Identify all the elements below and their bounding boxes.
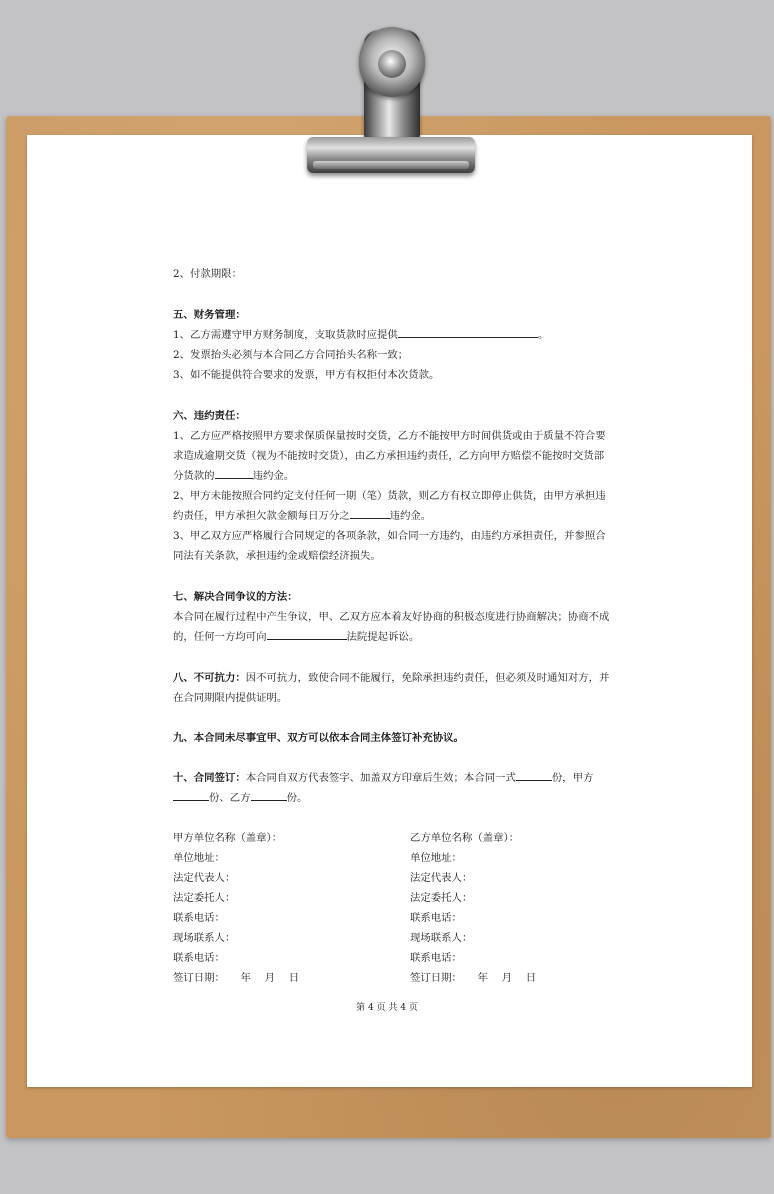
party-a-name: 甲方单位名称（盖章）： (173, 832, 283, 844)
s5-1-text: 1、乙方需遵守甲方财务制度，支取货款时应提供 (173, 329, 398, 341)
s6-1c-end: 违约金。 (252, 470, 295, 482)
blank-field (350, 507, 390, 519)
section-7-title: 七、解决合同争议的方法： (173, 591, 298, 603)
s6-2b-text: 约责任，甲方承担欠款金额每日万分之 (173, 510, 350, 522)
section-6-item-1c (173, 467, 294, 482)
s10-a-end: 份，甲方 (551, 772, 594, 784)
s6-1c-text: 分货款的 (173, 470, 215, 482)
section-6-item-1b: 求造成逾期交货（视为不能按时交货），由乙方承担违约责任，乙方向甲方赔偿不能按时交货部 (173, 450, 605, 462)
blank-field (267, 628, 347, 640)
blank-field (251, 789, 287, 801)
section-10-title: 十、合同签订： (173, 772, 246, 784)
party-a-phone: 联系电话： (173, 912, 225, 924)
s7-b-end: 法院提起诉讼。 (346, 631, 420, 643)
party-b-legal-rep: 法定代表人： (410, 872, 473, 884)
s10-a-text: 本合同自双方代表签字、加盖双方印章后生效；本合同一式 (245, 772, 516, 784)
party-b-site-contact: 现场联系人： (410, 932, 473, 944)
section-7-line-b (173, 628, 419, 643)
page-number: 第 4 页 共 4 页 (356, 1003, 418, 1013)
blank-field (173, 789, 209, 801)
party-a-legal-rep: 法定代表人： (173, 872, 236, 884)
s6-2b-end: 违约金。 (389, 510, 432, 522)
s7-b-text: 的，任何一方均可向 (173, 631, 267, 643)
party-b-phone-2: 联系电话： (410, 952, 462, 964)
section-5-title: 五、财务管理： (173, 309, 246, 321)
section-6-item-3a: 3、甲乙双方应严格履行合同规定的各项条款，如合同一方违约，由违约方承担责任，并参照合 (173, 530, 606, 542)
section-8-line-a (173, 669, 609, 684)
section-5-item-2: 2、发票抬头必须与本合同乙方合同抬头名称一致； (173, 349, 409, 361)
party-a-address: 单位地址： (173, 852, 225, 864)
payment-term-line: 2、付款期限： (173, 268, 242, 280)
s10-b-mid: 份、乙方 (209, 792, 251, 804)
party-b-phone: 联系电话： (410, 912, 462, 924)
party-b-agent: 法定委托人： (410, 892, 473, 904)
section-10-line-b (173, 789, 307, 804)
section-9: 九、本合同未尽事宜甲、双方可以依本合同主体签订补充协议。 (173, 732, 464, 744)
section-5-item-1 (173, 326, 548, 341)
blank-field (516, 769, 552, 781)
s8-a-text: 因不可抗力，致使合同不能履行，免除承担违约责任，但必须及时通知对方，并 (245, 672, 610, 684)
party-a-phone-2: 联系电话： (173, 952, 225, 964)
section-6-item-1a: 1、乙方应严格按照甲方要求保质保量按时交货，乙方不能按甲方时间供货或由于质量不符合要 (173, 430, 606, 442)
section-10-line-a (173, 769, 593, 784)
blank-field (398, 326, 538, 338)
section-6-title: 六、违约责任： (173, 410, 246, 422)
section-8-line-b: 在合同期限内提供证明。 (173, 692, 288, 704)
section-6-item-2b (173, 507, 431, 522)
party-b-sign-date: 签订日期： 年 月 日 (410, 972, 537, 984)
party-a-sign-date: 签订日期： 年 月 日 (173, 972, 300, 984)
party-b-name: 乙方单位名称（盖章）： (410, 832, 520, 844)
clip-hole (378, 50, 406, 78)
section-6-item-2a: 2、甲方未能按照合同约定支付任何一期（笔）货款，则乙方有权立即停止供货，由甲方承担违 (173, 490, 606, 502)
section-8-title: 八、不可抗力： (173, 672, 246, 684)
party-a-agent: 法定委托人： (173, 892, 236, 904)
section-6-item-3b: 同法有关条款，承担违约金或赔偿经济损失。 (173, 550, 381, 562)
section-7-line-a: 本合同在履行过程中产生争议，甲、乙双方应本着友好协商的积极态度进行协商解决；协商不成 (173, 611, 610, 623)
s5-1-end: 。 (537, 329, 549, 341)
s10-b-end: 份。 (286, 792, 308, 804)
section-5-item-3: 3、如不能提供符合要求的发票，甲方有权拒付本次货款。 (173, 369, 440, 381)
party-b-address: 单位地址： (410, 852, 462, 864)
blank-field (215, 467, 253, 479)
clip-base (307, 137, 475, 173)
party-a-site-contact: 现场联系人： (173, 932, 236, 944)
